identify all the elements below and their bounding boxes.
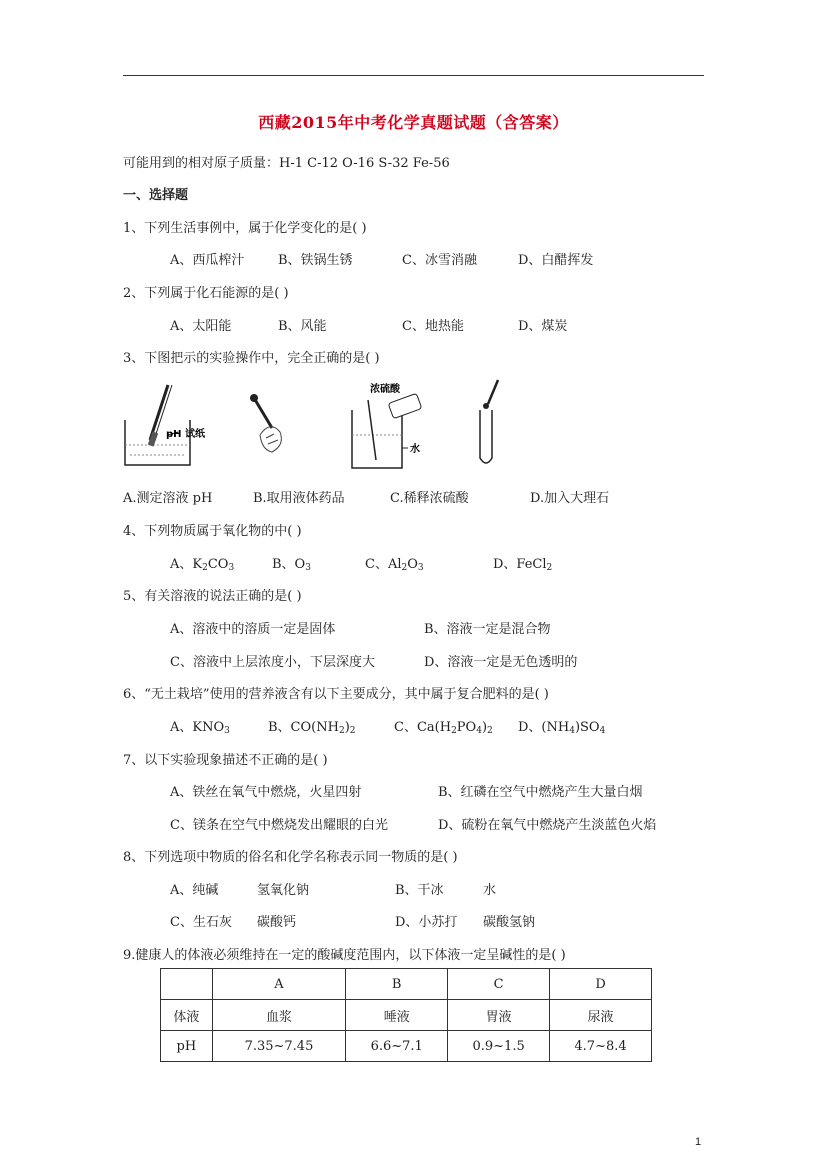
question-3-option-a: A.测定溶液 pH — [123, 491, 213, 506]
figure-test-tube — [470, 376, 510, 471]
question-8-option-b-chem: 水 — [483, 883, 497, 898]
question-4-option-c: C、$Al_2O_3$ — [365, 557, 424, 573]
conc-acid-label: 浓硫酸 — [370, 384, 400, 395]
question-1-stem: 1、下列生活事例中，属于化学变化的是( ) — [123, 221, 367, 236]
page-number: 1 — [695, 1136, 702, 1148]
question-3-option-d: D.加入大理石 — [530, 491, 610, 506]
figure-dropper — [240, 390, 300, 460]
table-cell: D — [550, 969, 652, 1000]
question-6-option-c: C、$Ca(H_2PO_4)_2$ — [394, 720, 493, 736]
table-cell: A — [212, 969, 346, 1000]
question-3-option-c: C.稀释浓硫酸 — [390, 491, 469, 506]
question-3-stem: 3、下图把示的实验操作中，完全正确的是( ) — [123, 351, 380, 366]
question-8-option-a-name: A、纯碱 — [170, 883, 219, 898]
table-row — [161, 1031, 652, 1062]
question-1-option-a: A、西瓜榨汁 — [170, 253, 245, 268]
question-6-option-a: A、$KNO_3$ — [170, 720, 230, 736]
question-4-option-b: B、$O_3$ — [272, 557, 311, 573]
table-cell: pH — [161, 1031, 213, 1062]
ph-paper-label: pH 试纸 — [166, 429, 206, 440]
question-5-option-c: C、溶液中上层浓度小，下层深度大 — [170, 655, 375, 670]
question-2-option-d: D、煤炭 — [518, 319, 568, 334]
question-8-option-d-chem: 碳酸氢钠 — [483, 915, 536, 930]
question-4-stem: 4、下列物质属于氧化物的中( ) — [123, 524, 302, 539]
figure-dilution — [340, 380, 440, 475]
question-1-option-b: B、铁锅生锈 — [278, 253, 353, 268]
section-heading: 一、选择题 — [123, 188, 189, 203]
question-7-option-a: A、铁丝在氧气中燃烧，火星四射 — [170, 785, 362, 800]
table-cell: 尿液 — [550, 1000, 652, 1031]
question-6-stem: 6、“无土栽培”使用的营养液含有以下主要成分，其中属于复合肥料的是( ) — [123, 687, 549, 702]
table-cell: 唾液 — [346, 1000, 448, 1031]
table-cell: 体液 — [161, 1000, 213, 1031]
question-3-option-b: B.取用液体药品 — [253, 491, 345, 506]
table-cell: C — [448, 969, 550, 1000]
table-cell: 6.6~7.1 — [346, 1031, 448, 1062]
question-4-option-d: D、FeCl$_2$ — [493, 557, 553, 573]
figure-ph-test — [120, 380, 220, 470]
question-7-option-d: D、硫粉在氧气中燃烧产生淡蓝色火焰 — [438, 818, 657, 833]
water-label: 水 — [410, 444, 420, 455]
question-1-option-d: D、白醋挥发 — [518, 253, 594, 268]
question-6-option-d: D、$(NH_4)SO_4$ — [518, 720, 606, 736]
question-9-stem: 9.健康人的体液必须维持在一定的酸碱度范围内，以下体液一定呈碱性的是( ) — [123, 948, 566, 963]
question-2-option-c: C、地热能 — [402, 319, 464, 334]
page-title: 西藏2015年中考化学真题试题（含答案） — [258, 113, 569, 132]
table-cell: 胃液 — [448, 1000, 550, 1031]
atomic-mass-note: 可能用到的相对原子质量：H-1 C-12 O-16 S-32 Fe-56 — [123, 156, 450, 171]
table-row — [161, 1000, 652, 1031]
question-5-stem: 5、有关溶液的说法正确的是( ) — [123, 589, 302, 604]
question-6-option-b: B、$CO(NH_2)_2$ — [268, 720, 356, 736]
question-8-option-c-name: C、生石灰 — [170, 915, 232, 930]
header-rule — [123, 75, 704, 76]
question-5-option-a: A、溶液中的溶质一定是固体 — [170, 622, 336, 637]
question-5-option-d: D、溶液一定是无色透明的 — [424, 655, 578, 670]
question-8-option-a-chem: 氢氧化钠 — [257, 883, 310, 898]
table-cell: B — [346, 969, 448, 1000]
table-header-row — [161, 969, 652, 1000]
ph-table — [160, 968, 652, 1062]
table-cell: 血浆 — [212, 1000, 346, 1031]
table-cell: 7.35~7.45 — [212, 1031, 346, 1062]
question-2-option-b: B、风能 — [278, 319, 327, 334]
question-5-option-b: B、溶液一定是混合物 — [424, 622, 551, 637]
question-7-option-c: C、镁条在空气中燃烧发出耀眼的白光 — [170, 818, 388, 833]
table-cell — [161, 969, 213, 1000]
question-8-stem: 8、下列选项中物质的俗名和化学名称表示同一物质的是( ) — [123, 850, 458, 865]
question-8-option-b-name: B、干冰 — [395, 883, 444, 898]
question-7-stem: 7、以下实验现象描述不正确的是( ) — [123, 753, 328, 768]
question-4-option-a: A、$K_2CO_3$ — [170, 557, 235, 573]
question-8-option-d-name: D、小苏打 — [395, 915, 458, 930]
table-cell: 0.9~1.5 — [448, 1031, 550, 1062]
question-2-stem: 2、下列属于化石能源的是( ) — [123, 286, 289, 301]
table-cell: 4.7~8.4 — [550, 1031, 652, 1062]
question-7-option-b: B、红磷在空气中燃烧产生大量白烟 — [438, 785, 643, 800]
question-1-option-c: C、冰雪消融 — [402, 253, 477, 268]
question-8-option-c-chem: 碳酸钙 — [257, 915, 297, 930]
question-2-option-a: A、太阳能 — [170, 319, 232, 334]
